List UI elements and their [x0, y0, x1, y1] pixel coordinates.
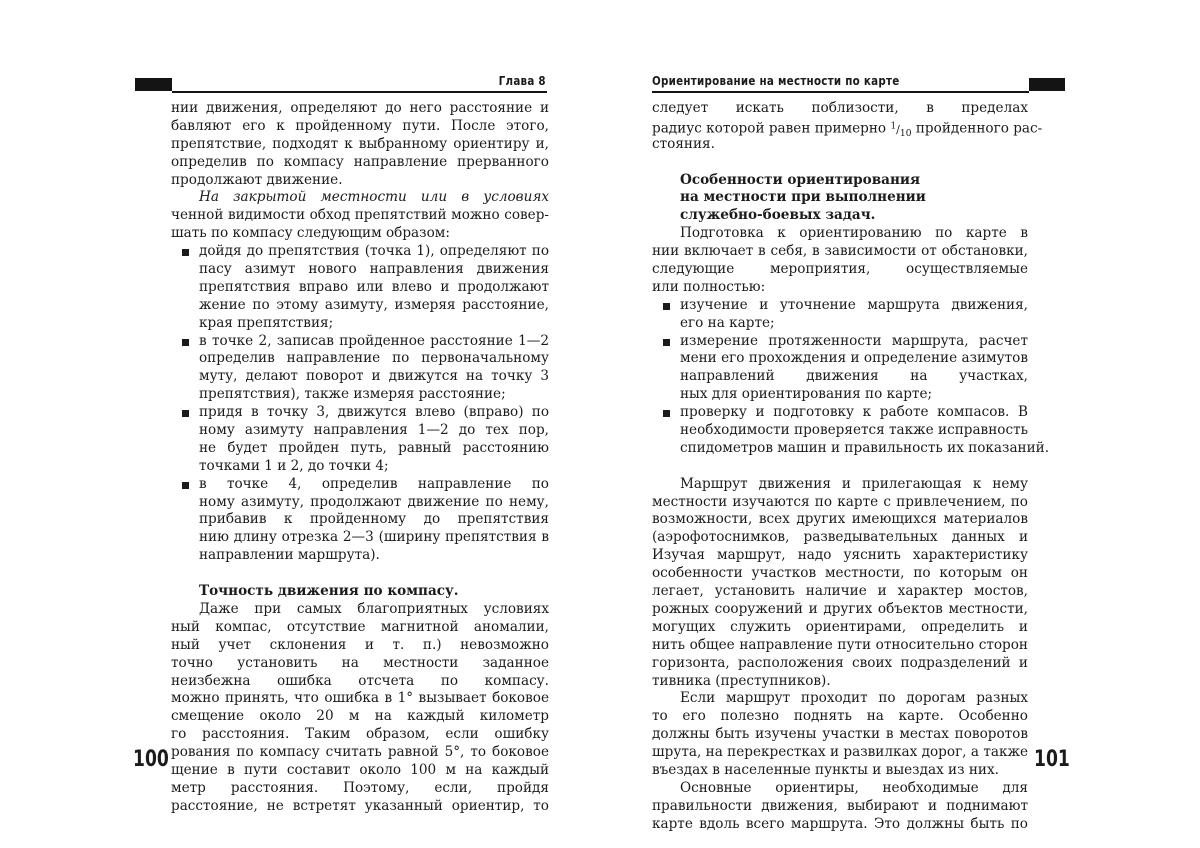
bullet-item	[652, 297, 1028, 333]
text-line: возможности, всех других имеющихся материалов	[652, 511, 1028, 528]
text-line: Даже при самых благоприятных условиях	[199, 600, 549, 617]
text-line: в точке 4, определив направление по	[199, 475, 549, 492]
text-line: можно принять, что ошибка в 1° вызывает боковое	[171, 690, 549, 707]
text-line: пасу азимут нового направления движения	[199, 261, 549, 278]
text-line: тивника (преступников).	[652, 672, 831, 689]
text-line: ному азимуту, продолжают движение по нему,	[199, 493, 549, 510]
header-rule-left	[172, 91, 547, 93]
text-line: го расстояния. Таким образом, если ошибку	[171, 726, 549, 743]
text-line: Изучая маршрут, надо уяснить характеристику	[652, 547, 1028, 564]
text-line: спидометров машин и правильность их показаний.	[680, 439, 1050, 456]
text-line: придя в точку 3, движутся влево (вправо) по	[199, 404, 549, 421]
paragraph-gap	[171, 565, 549, 583]
left-column-text	[171, 100, 549, 816]
text-line: горизонта, расположения своих подразделений и	[652, 654, 1028, 671]
text-line: ному азимуту направления 1—2 до тех пор,	[199, 422, 549, 439]
text-line: изучение и уточнение маршрута движения,	[680, 296, 1028, 313]
section-heading: на местности при выполнении	[680, 189, 926, 206]
fraction-one-tenth: $^1/_{10}$	[890, 120, 912, 139]
bullet-item	[171, 476, 549, 565]
text-line: проверку и подготовку к работе компасов. В	[680, 404, 1028, 421]
paragraph-gap	[652, 458, 1028, 476]
text-line: неизбежна ошибка отсчета по компасу.	[171, 672, 549, 689]
section-heading: Особенности ориентирования	[680, 171, 921, 188]
text-line: шрута, на перекрестках и развилках дорог, а также	[652, 744, 1028, 761]
text-line-with-fraction	[652, 118, 1043, 139]
text-line: щение в пути составит около 100 м на каждый	[171, 761, 549, 778]
header-bar-right	[1029, 78, 1065, 91]
text-line: Если маршрут проходит по дорогам разных	[680, 690, 1028, 707]
text-line: направлении маршрута).	[199, 547, 380, 564]
text-line: точно установить на местности заданное	[171, 654, 549, 671]
text-line: карте вдоль всего маршрута. Это должны быть по	[652, 815, 1028, 832]
text-line: жение по этому азимуту, измеряя расстояние,	[199, 296, 549, 313]
text-line: или полностью:	[652, 278, 766, 295]
text-line: бавляют его к пройденному пути. После этого,	[171, 117, 549, 134]
text-line: (аэрофотоснимков, разведывательных данных и	[652, 529, 1028, 546]
text-line: местности изучаются по карте с привлечением, по	[652, 493, 1028, 510]
text-line: нию длину отрезка 2—3 (ширину препятствия в	[199, 529, 549, 546]
bullet-square-icon	[182, 249, 189, 256]
text-line: должны быть изучены участки в местах поворотов	[652, 726, 1028, 743]
text-line: нии включает в себя, в зависимости от обстановки,	[652, 243, 1028, 260]
bullet-square-icon	[182, 339, 189, 346]
text-line: На закрытой местности или в условиях	[199, 189, 549, 206]
text-line: рования по компасу считать равной 5°, то боковое	[171, 744, 549, 761]
text-line: ченной видимости обход препятствий можно совер-	[171, 207, 549, 224]
paragraph-gap	[652, 154, 1028, 172]
bullet-square-icon	[182, 482, 189, 489]
text-line: нить общее направление пути относительно сторон	[652, 636, 1028, 653]
bullet-square-icon	[663, 339, 670, 346]
fraction-numerator: 1	[890, 120, 897, 131]
text-line: шать по компасу следующим образом:	[171, 225, 450, 242]
bullet-item	[171, 404, 549, 476]
bullet-square-icon	[182, 410, 189, 417]
text-line: точками 1 и 2, до точки 4;	[199, 457, 389, 474]
header-rule-right	[652, 91, 1029, 93]
text-line: въездах в населенные пункты и выездах из них.	[652, 761, 999, 778]
text-line: его на карте;	[680, 314, 775, 331]
section-heading: служебно-боевых задач.	[680, 207, 876, 224]
text-line: легает, установить наличие и характер мостов,	[652, 583, 1028, 600]
text-line: прибавив к пройденному до препятствия	[199, 511, 549, 528]
text-line: необходимости проверяется также исправность	[680, 422, 1028, 439]
text-line: рожных сооружений и других объектов местности,	[652, 600, 1028, 617]
text-line: следующие мероприятия, осуществляемые	[652, 261, 1028, 278]
text-line: препятствие, подходят к выбранному ориентиру и,	[171, 135, 549, 152]
bullet-item	[652, 404, 1050, 458]
text-line: Основные ориентиры, необходимые для	[680, 779, 1028, 796]
text-line: ный компас, отсутствие магнитной аномалии,	[171, 618, 549, 635]
text-line: Подготовка к ориентированию по карте в	[680, 225, 1028, 242]
text-fragment: радиус которой равен примерно	[652, 120, 887, 137]
bullet-item	[171, 243, 549, 332]
text-line: Маршрут движения и прилегающая к нему	[680, 475, 1028, 492]
text-line: не будет пройден путь, равный расстоянию	[199, 439, 549, 456]
text-line: дойдя до препятствия (точка 1), определяют по	[199, 243, 549, 260]
text-line: следует искать поблизости, в пределах	[652, 100, 1028, 116]
text-line: мени его прохождения и определение азимутов	[680, 350, 1028, 367]
text-line: особенности участков местности, по которым он	[652, 565, 1028, 582]
bullet-item	[652, 333, 1028, 405]
text-line: измерение протяженности маршрута, расчет	[680, 332, 1028, 349]
text-line: правильности движения, выбирают и поднимают	[652, 797, 1028, 814]
page-number-left: 100	[133, 747, 169, 772]
bullet-item	[171, 333, 549, 405]
text-line: препятствия), также измеряя расстояние;	[199, 386, 506, 403]
text-fragment: пройденного рас-	[915, 120, 1043, 137]
bullet-square-icon	[663, 410, 670, 417]
text-line: муту, делают поворот и движутся на точку 3	[199, 368, 549, 385]
page-number-right: 101	[1034, 747, 1070, 772]
text-line: могущих служить ориентирами, определить и	[652, 618, 1028, 635]
text-line: ный учет склонения и т. п.) невозможно	[171, 636, 549, 653]
text-line: метр расстояния. Поэтому, если, пройдя	[171, 779, 549, 796]
text-line: ных для ориентирования по карте;	[680, 386, 933, 403]
running-head-left: Глава 8	[498, 74, 546, 88]
right-column-text	[652, 100, 1050, 834]
text-line: нии движения, определяют до него расстояние и	[171, 100, 549, 116]
running-head-right: Ориентирование на местности по карте	[652, 74, 900, 88]
text-line: расстояние, не встретят указанный ориентир, то	[171, 797, 549, 814]
text-line: края препятствия;	[199, 314, 334, 331]
text-line: определив по компасу направление прерванного	[171, 153, 549, 170]
text-line: то его полезно поднять на карте. Особенно	[652, 708, 1028, 725]
text-line: в точке 2, записав пройденное расстояние 1—2	[199, 332, 549, 349]
text-line: направлений движения на участках,	[680, 368, 1028, 385]
text-line: определив направление по первоначальному	[199, 350, 549, 367]
bullet-square-icon	[663, 303, 670, 310]
header-bar-left	[135, 78, 172, 91]
fraction-denominator: 10	[899, 127, 912, 139]
text-line: стояния.	[652, 135, 715, 152]
section-heading: Точность движения по компасу.	[199, 583, 459, 600]
text-line: продолжают движение.	[171, 171, 343, 188]
text-line: препятствия вправо или влево и продолжают	[199, 278, 549, 295]
text-line: смещение около 20 м на каждый километр	[171, 708, 549, 725]
